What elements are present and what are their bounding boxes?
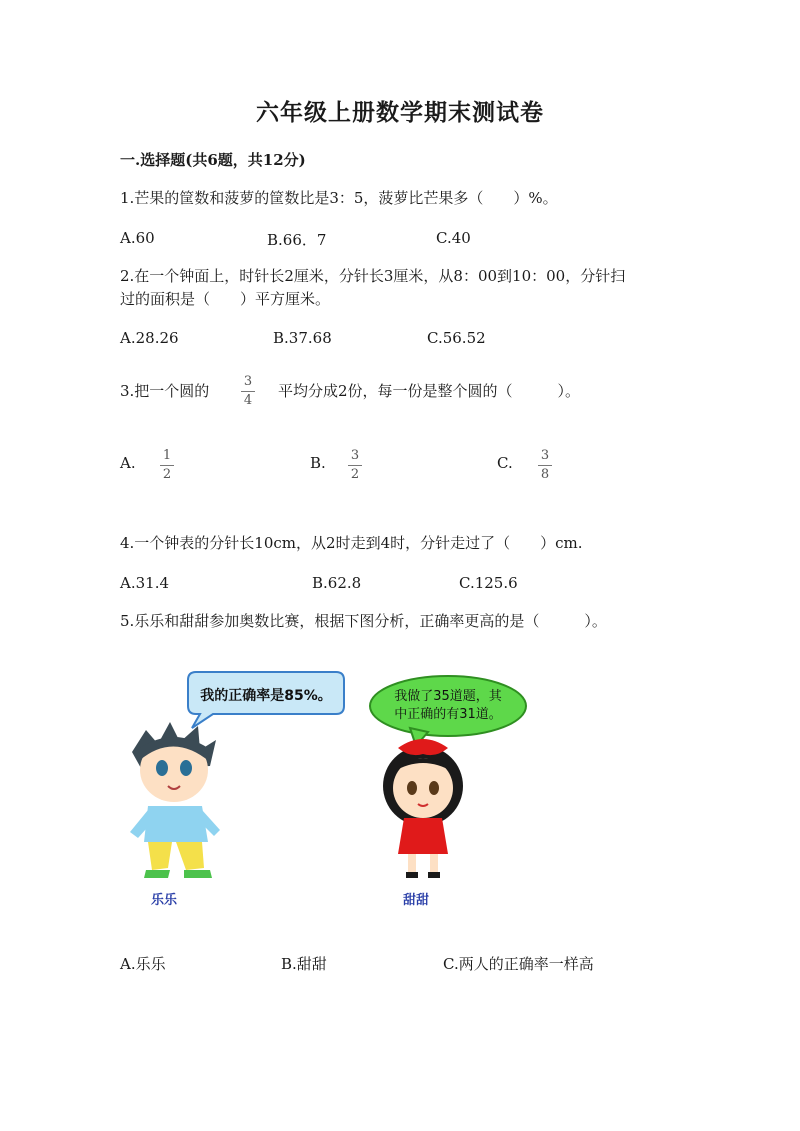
question-3-option-a-fraction [160,448,174,483]
question-3-fraction [241,374,255,409]
question-1-option-b[interactable]: B.66．7 [267,231,327,249]
question-5-option-c[interactable]: C.两人的正确率一样高 [443,955,594,973]
fraction-numerator: 3 [350,448,360,463]
question-2-option-b[interactable]: B.37.68 [273,329,332,347]
fraction-bar [538,465,552,466]
question-1-option-c[interactable]: C.40 [436,229,471,247]
question-3-option-b[interactable]: B. [310,454,326,472]
question-5-text: 5.乐乐和甜甜参加奥数比赛，根据下图分析，正确率更高的是（ ）。 [120,612,607,630]
boy-speech-bubble [188,672,344,728]
fraction-denominator: 4 [243,393,253,408]
question-4-text: 4.一个钟表的分针长10cm，从2时走到4时，分针走过了（ ）cm. [120,534,583,552]
question-5-option-a[interactable]: A.乐乐 [120,955,166,973]
girl-speech-bubble [370,676,526,746]
boy-bubble-text: 我的正确率是85%。 [200,688,332,704]
fraction-numerator: 3 [243,374,253,389]
page-title: 六年级上册数学期末测试卷 [256,99,544,126]
boy-name-caption: 乐乐 [150,893,178,908]
girl-bubble-line1: 我做了35道题，其 [394,689,502,704]
section-heading: 一.选择题(共6题，共12分) [120,151,306,169]
girl-name-caption: 甜甜 [402,893,430,908]
question-2-option-c[interactable]: C.56.52 [427,329,486,347]
question-4-option-a[interactable]: A.31.4 [120,574,169,592]
fraction-bar [241,391,255,392]
question-3-option-c[interactable]: C. [497,454,513,472]
question-1-option-a[interactable]: A.60 [120,229,155,247]
question-2-option-a[interactable]: A.28.26 [120,329,179,347]
question-3-option-c-fraction [538,448,552,483]
question-1-text: 1.芒果的筐数和菠萝的筐数比是3：5，菠萝比芒果多（ ）%。 [120,189,558,207]
question-3-text-before: 3.把一个圆的 [120,382,210,400]
fraction-denominator: 2 [162,467,172,482]
illustration [118,670,558,920]
illustration-svg [118,670,558,920]
fraction-bar [160,465,174,466]
fraction-bar [348,465,362,466]
question-4-option-c[interactable]: C.125.6 [459,574,518,592]
fraction-numerator: 1 [162,448,172,463]
fraction-denominator: 2 [350,467,360,482]
question-2-text-line2: 过的面积是（ ）平方厘米。 [120,290,331,308]
question-5-option-b[interactable]: B.甜甜 [281,955,327,973]
question-3-text-after: 平均分成2份，每一份是整个圆的（ ）。 [278,382,581,400]
girl-bubble-line2: 中正确的有31道。 [394,707,502,722]
fraction-numerator: 3 [540,448,550,463]
question-2-text-line1: 2.在一个钟面上，时针长2厘米，分针长3厘米，从8：00到10：00，分针扫 [120,267,626,285]
question-3-option-b-fraction [348,448,362,483]
fraction-denominator: 8 [540,467,550,482]
question-3-option-a[interactable]: A. [120,454,136,472]
question-4-option-b[interactable]: B.62.8 [312,574,362,592]
girl-figure [383,739,463,878]
boy-figure [130,722,220,878]
